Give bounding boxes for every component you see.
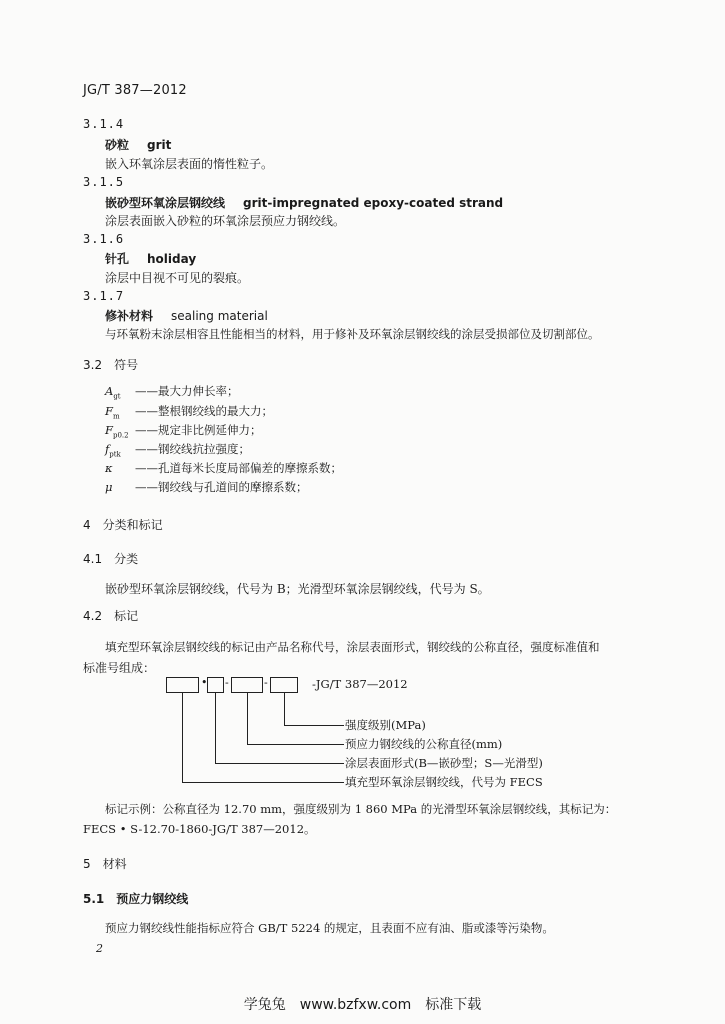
symbol-row bbox=[105, 441, 250, 458]
term-zh: 针孔 bbox=[105, 252, 130, 266]
label-strength-grade: 强度级别(MPa) bbox=[345, 718, 426, 732]
leader-vertical bbox=[247, 693, 248, 744]
code-box-surface bbox=[207, 677, 224, 693]
leader-horizontal bbox=[215, 763, 344, 764]
marking-text-cont: 标准号组成： bbox=[83, 661, 156, 675]
diagram-suffix: -JG/T 387—2012 bbox=[312, 677, 408, 691]
code-box-product bbox=[166, 677, 199, 693]
dash-separator: - bbox=[225, 676, 229, 689]
code-box-strength bbox=[270, 677, 298, 693]
section-heading-5-1: 5.1 预应力钢绞线 bbox=[83, 892, 189, 906]
dash-separator: - bbox=[264, 676, 268, 689]
term-definition: 涂层中目视不可见的裂痕。 bbox=[105, 271, 250, 285]
symbol-row bbox=[105, 383, 239, 400]
symbol-base: κ bbox=[105, 461, 113, 475]
term-zh: 修补材料 bbox=[105, 309, 154, 323]
symbol-base: μ bbox=[105, 480, 113, 494]
leader-vertical bbox=[284, 693, 285, 725]
symbol-desc: ——孔道每米长度局部偏差的摩擦系数； bbox=[135, 461, 342, 475]
symbol-base: A bbox=[105, 384, 114, 398]
term-en: holiday bbox=[147, 252, 197, 266]
code-box-diameter bbox=[231, 677, 263, 693]
symbol-desc: ——最大力伸长率； bbox=[135, 384, 239, 398]
strand-requirement-text: 预应力钢绞线性能指标应符合 GB/T 5224 的规定，且表面不应有油、脂或漆等污染物。 bbox=[105, 921, 554, 935]
section-heading-4-1: 4.1 分类 bbox=[83, 552, 139, 566]
term-title bbox=[105, 136, 171, 153]
term-definition: 嵌入环氧涂层表面的惰性粒子。 bbox=[105, 157, 274, 171]
term-title bbox=[105, 307, 268, 324]
leader-horizontal bbox=[247, 744, 344, 745]
standard-number: JG/T 387—2012 bbox=[83, 83, 187, 98]
term-number: 3.1.5 bbox=[83, 175, 125, 189]
term-en: sealing material bbox=[171, 309, 268, 323]
term-en: grit bbox=[147, 138, 172, 152]
symbol-sub: ptk bbox=[109, 450, 121, 459]
marking-text: 填充型环氧涂层钢绞线的标记由产品名称代号，涂层表面形式，钢绞线的公称直径，强度标准值和 bbox=[105, 640, 600, 654]
footer-watermark: 学兔兔 www.bzfxw.com 标准下载 bbox=[243, 997, 482, 1013]
symbol-base: F bbox=[105, 423, 113, 437]
symbol-sub: gt bbox=[113, 392, 121, 401]
section-heading-5: 5 材料 bbox=[83, 857, 127, 871]
classification-text: 嵌砂型环氧涂层钢绞线，代号为 B；光滑型环氧涂层钢绞线，代号为 S。 bbox=[105, 582, 490, 596]
term-title bbox=[105, 250, 196, 267]
term-number: 3.1.7 bbox=[83, 289, 125, 303]
term-zh: 嵌砂型环氧涂层钢绞线 bbox=[105, 196, 226, 210]
section-heading-4-2: 4.2 标记 bbox=[83, 609, 139, 623]
term-definition: 涂层表面嵌入砂粒的环氧涂层预应力钢绞线。 bbox=[105, 214, 346, 228]
symbol-desc: ——钢绞线与孔道间的摩擦系数； bbox=[135, 480, 308, 494]
term-title bbox=[105, 194, 503, 211]
section-heading-3-2: 3.2 符号 bbox=[83, 358, 139, 372]
term-en: grit-impregnated epoxy-coated strand bbox=[243, 196, 504, 210]
marking-example: 标记示例：公称直径为 12.70 mm，强度级别为 1 860 MPa 的光滑型环氧涂层钢绞线，其标记为： bbox=[105, 802, 617, 816]
symbol-base: f bbox=[105, 442, 110, 456]
term-definition: 与环氧粉末涂层相容且性能相当的材料，用于修补及环氧涂层钢绞线的涂层受损部位及切割部位。 bbox=[105, 327, 600, 341]
symbol-desc: ——钢绞线抗拉强度； bbox=[135, 442, 250, 456]
symbol-desc: ——规定非比例延伸力； bbox=[135, 423, 262, 437]
leader-vertical bbox=[182, 693, 183, 782]
symbol-row bbox=[105, 479, 308, 496]
symbol-row bbox=[105, 422, 262, 439]
page-number: 2 bbox=[96, 942, 103, 955]
term-number: 3.1.4 bbox=[83, 117, 125, 131]
label-product-code: 填充型环氧涂层钢绞线，代号为 FECS bbox=[345, 775, 543, 789]
term-zh: 砂粒 bbox=[105, 138, 130, 152]
leader-horizontal bbox=[182, 782, 344, 783]
symbol-base: F bbox=[105, 404, 113, 418]
symbol-desc: ——整根钢绞线的最大力； bbox=[135, 404, 273, 418]
dot-separator: • bbox=[201, 676, 208, 689]
section-heading-4: 4 分类和标记 bbox=[83, 518, 163, 532]
label-nominal-diameter: 预应力钢绞线的公称直径(mm) bbox=[345, 737, 503, 751]
symbol-sub: p0.2 bbox=[112, 431, 129, 440]
leader-horizontal bbox=[284, 725, 344, 726]
symbol-row bbox=[105, 403, 273, 420]
term-number: 3.1.6 bbox=[83, 232, 125, 246]
leader-vertical bbox=[215, 693, 216, 763]
label-surface-form: 涂层表面形式(B—嵌砂型；S—光滑型) bbox=[345, 756, 543, 770]
symbol-row bbox=[105, 460, 342, 477]
symbol-sub: m bbox=[112, 412, 120, 421]
marking-example-cont: FECS • S-12.70-1860-JG/T 387—2012。 bbox=[83, 822, 316, 836]
